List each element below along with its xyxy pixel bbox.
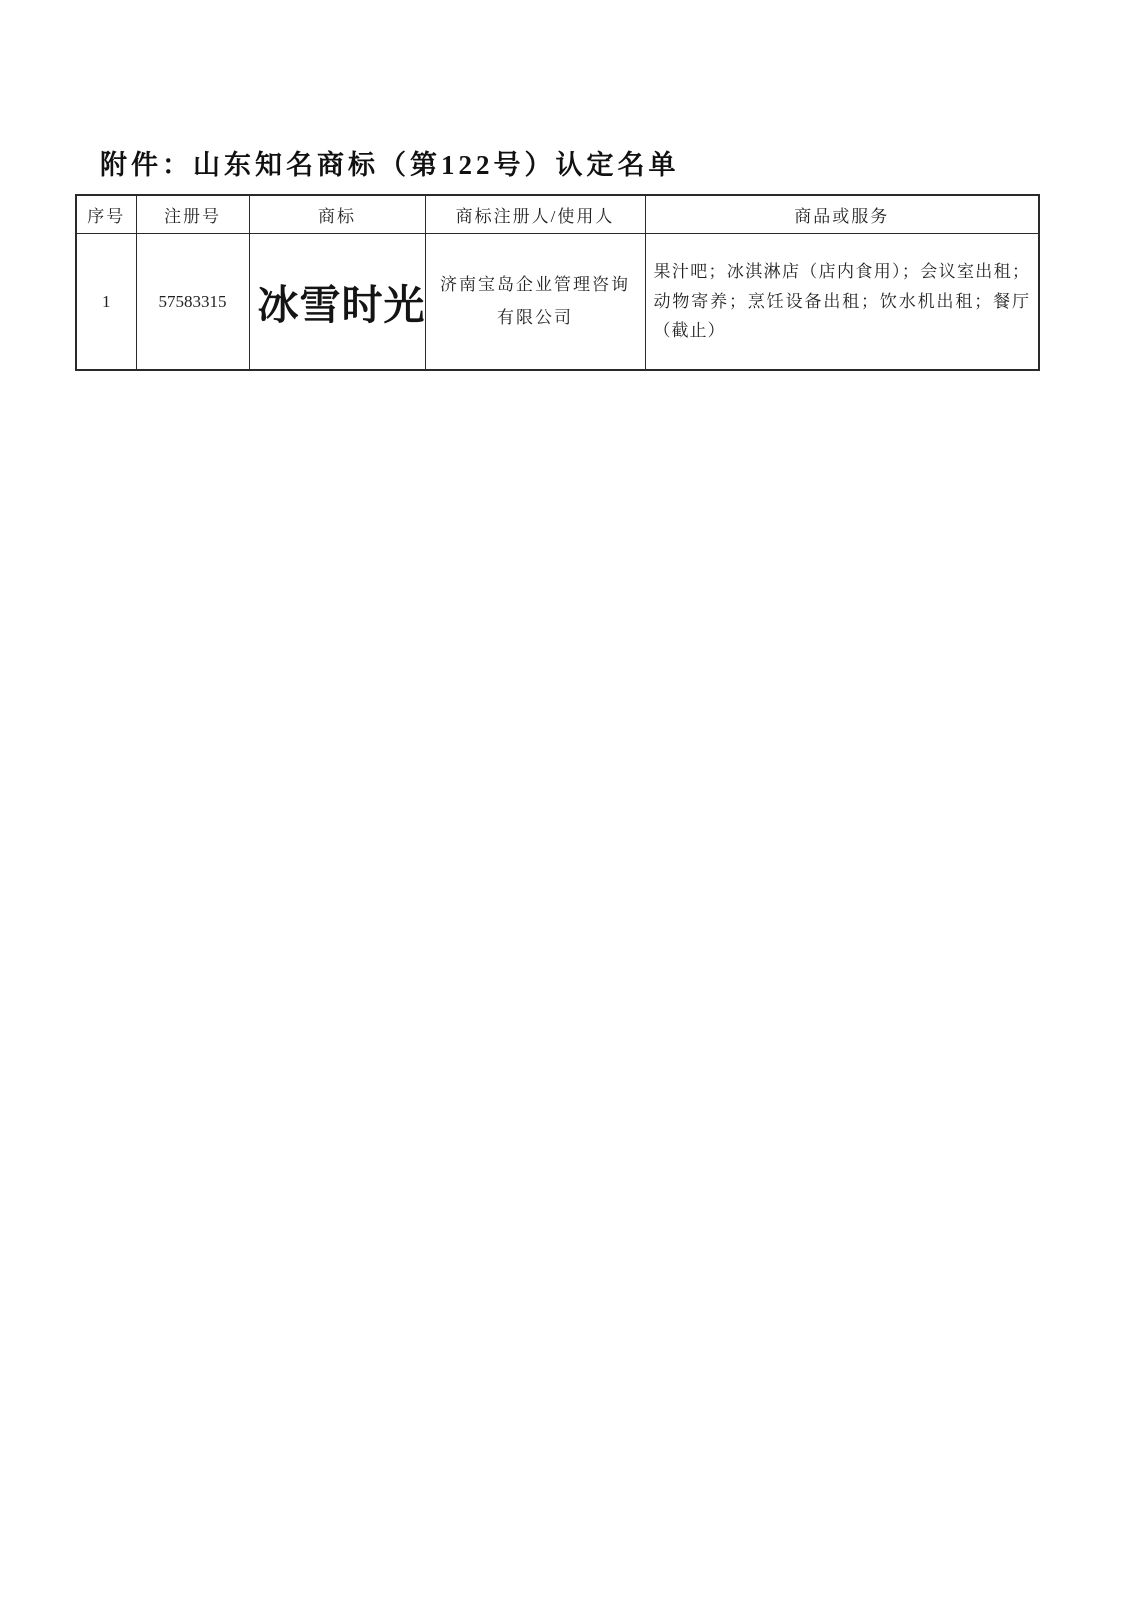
col-header-registrant-user: 商标注册人/使用人 (425, 195, 645, 234)
table-header-row (76, 195, 1039, 234)
col-header-trademark: 商标 (249, 195, 425, 234)
col-header-goods-services: 商品或服务 (645, 195, 1039, 234)
page-title: 附件：山东知名商标（第122号）认定名单 (100, 150, 680, 180)
cell-index: 1 (76, 234, 136, 371)
cell-registration-number: 57583315 (136, 234, 249, 371)
cell-goods-services: 果汁吧；冰淇淋店（店内食用）；会议室出租；动物寄养；烹饪设备出租；饮水机出租；餐厅（截止） (645, 234, 1039, 371)
trademark-table (75, 194, 1040, 371)
col-header-registration-number: 注册号 (136, 195, 249, 234)
cell-registrant: 济南宝岛企业管理咨询有限公司 (425, 234, 645, 371)
cell-trademark (249, 234, 425, 371)
trademark-logo: 冰雪时光 (257, 282, 426, 328)
table-row (76, 234, 1039, 371)
col-header-index: 序号 (76, 195, 136, 234)
